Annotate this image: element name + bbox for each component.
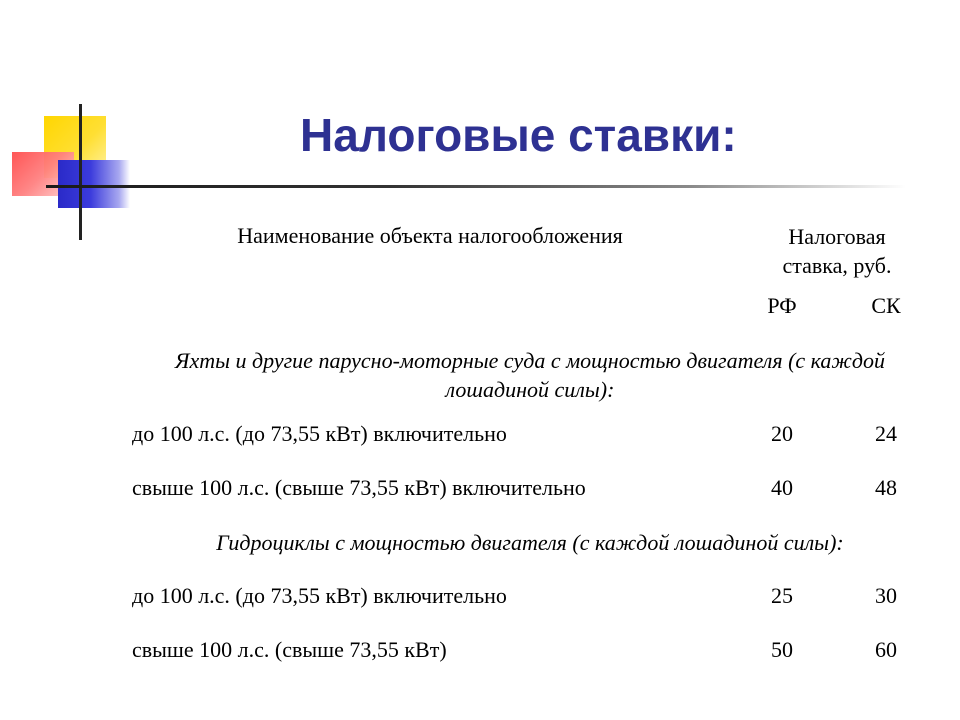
table-row-label: до 100 л.с. (до 73,55 кВт) включительно: [132, 583, 507, 608]
header-tax-rate-line2: ставка, руб.: [782, 253, 892, 278]
section-title-jetskis: Гидроциклы с мощностью двигателя (с каждой лошадиной силы):: [216, 530, 844, 555]
table-cell-rf: 50: [771, 637, 793, 662]
table-cell-sk: 24: [875, 421, 897, 446]
table-cell-rf: 20: [771, 421, 793, 446]
table-row-label: до 100 л.с. (до 73,55 кВт) включительно: [132, 421, 507, 446]
table-cell-rf: 25: [771, 583, 793, 608]
table-cell-sk: 60: [875, 637, 897, 662]
header-tax-rate-line1: Налоговая: [788, 224, 886, 249]
header-col-rf: РФ: [767, 293, 797, 318]
table-cell-sk: 30: [875, 583, 897, 608]
header-object-name: Наименование объекта налогообложения: [237, 223, 623, 248]
table-row-label: свыше 100 л.с. (свыше 73,55 кВт) включительно: [132, 475, 586, 500]
slide-title: Налоговые ставки:: [300, 109, 737, 161]
decor-blue-square: [58, 160, 130, 208]
table-cell-rf: 40: [771, 475, 793, 500]
header-col-sk: СК: [871, 293, 901, 318]
decor-vertical-line: [79, 104, 82, 240]
header-tax-rate: [742, 222, 932, 280]
table-cell-sk: 48: [875, 475, 897, 500]
decor-horizontal-line: [46, 185, 906, 188]
table-row-label: свыше 100 л.с. (свыше 73,55 кВт): [132, 637, 447, 662]
section-title-yachts: Яхты и другие парусно-моторные суда с мощностью двигателя (с каждой лошадиной силы):: [174, 348, 885, 402]
